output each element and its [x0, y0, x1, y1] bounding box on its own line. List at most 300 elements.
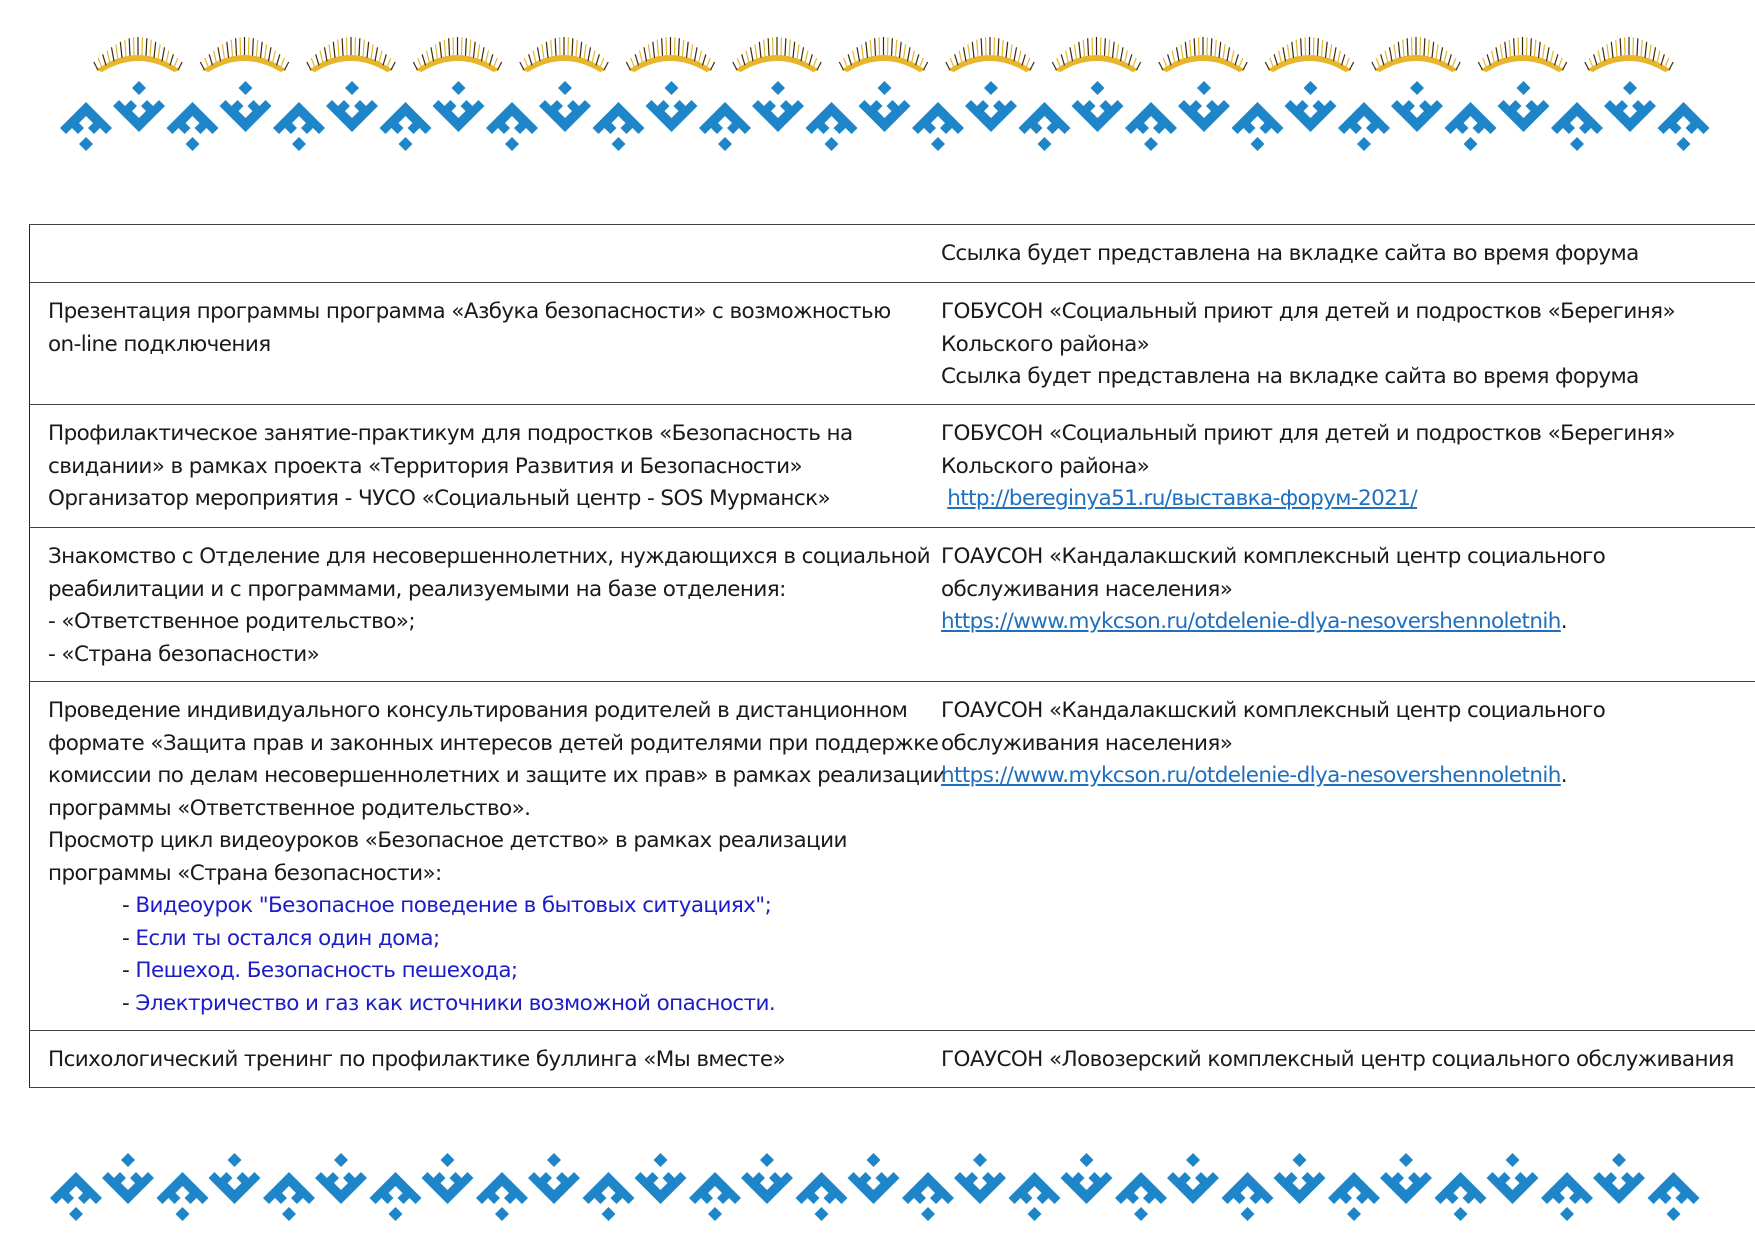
crown-bristle — [875, 38, 876, 56]
crown-bristle — [1052, 62, 1056, 70]
ornament-v-motif — [528, 1153, 580, 1204]
ornament-roof — [1232, 102, 1284, 134]
crown-bristle — [1239, 58, 1243, 68]
crown-bristle — [449, 38, 450, 56]
ornament-up-motif — [689, 1172, 741, 1221]
ornament-diamond — [1251, 137, 1265, 151]
crown-bristle — [809, 54, 812, 65]
crown-bristle — [236, 38, 237, 56]
crown-bristle — [588, 47, 591, 61]
ornament-diamond — [186, 137, 200, 151]
ornament-diamond — [1410, 81, 1424, 95]
ornament-v-motif — [1380, 1153, 1432, 1204]
crown-bristle — [422, 54, 425, 65]
crown-icon — [520, 37, 608, 72]
crown-bristle — [1589, 58, 1593, 68]
crown-bristle — [1551, 51, 1554, 64]
organizer-name: ГОАУСОН «Ловозерский комплексный центр социального обслуживания — [941, 1047, 1734, 1072]
crown-bristle — [150, 40, 151, 57]
crown-bristle — [1500, 44, 1502, 59]
crown-bristle — [1061, 54, 1064, 65]
crown-bristle — [1030, 62, 1034, 70]
crown-bristle — [1137, 62, 1141, 70]
organizer-cell — [921, 225, 1755, 283]
ornament-v-motif — [539, 81, 591, 132]
crown-bristle — [98, 58, 102, 68]
ornament-diamond — [1506, 1153, 1520, 1167]
crown-bristle — [490, 54, 493, 65]
crown-bristle — [1105, 38, 1106, 56]
crown-bristle — [338, 40, 339, 57]
table-row — [30, 283, 1755, 405]
video-lesson-title[interactable]: Видеоурок "Безопасное поведение в бытовых ситуациях"; — [135, 893, 772, 918]
ornament-cup — [220, 100, 272, 132]
crown-bristle — [111, 47, 114, 61]
crown-bristle — [418, 58, 422, 68]
crown-bristle — [214, 51, 217, 64]
bereginya-link[interactable]: http://bereginya51.ru/выставка-форум-2021/ — [947, 486, 1418, 511]
video-lesson-list — [48, 890, 903, 1020]
crown-bristle — [1385, 51, 1388, 64]
crown-bristle — [1585, 62, 1589, 70]
crown-bristle — [478, 44, 480, 59]
table-row — [30, 682, 1755, 1031]
crown-bristle — [853, 51, 856, 64]
crown-bristle — [1163, 58, 1167, 68]
ornament-diamond — [1186, 1153, 1200, 1167]
organizer-name: ГОБУСОН «Социальный приют для детей и подростков «Берегиня» — [941, 299, 1676, 324]
ornament-diamond — [1028, 1207, 1042, 1221]
crown-bristle — [600, 58, 604, 68]
event-text: программы «Страна безопасности»: — [48, 860, 442, 886]
crown-bristle — [1109, 40, 1110, 57]
crown-bristle — [1665, 58, 1669, 68]
ornament-roof — [1551, 102, 1603, 134]
crown-bristle — [1372, 62, 1376, 70]
crown-bristle — [1330, 44, 1332, 59]
ornament-v-motif — [315, 1153, 367, 1204]
crown-bristle — [154, 42, 156, 58]
crown-bristle — [200, 62, 204, 70]
ornament-diamond — [1347, 1207, 1361, 1221]
ornament-cup — [209, 1172, 261, 1204]
crown-bristle — [222, 44, 224, 59]
crown-icon — [94, 37, 182, 72]
ornament-diamond — [867, 1153, 881, 1167]
crown-bristle — [1018, 51, 1021, 64]
ornament-cup — [741, 1172, 793, 1204]
ornament-diamond — [69, 1207, 83, 1221]
crown-bristle — [963, 47, 966, 61]
crown-bristle — [1389, 47, 1392, 61]
crown-bristle — [592, 51, 595, 64]
crown-icon — [413, 37, 501, 72]
ornament-diamond — [389, 1207, 403, 1221]
crown-bristle — [1547, 47, 1550, 61]
crown-bristle — [231, 40, 232, 57]
crown-bristle — [158, 44, 160, 59]
event-text: свидании» в рамках проекта «Территория Развития и Безопасности» — [48, 453, 803, 479]
event-text: on-line подключения — [48, 331, 271, 357]
crown-bristle — [1066, 51, 1069, 64]
event-text: комиссии по делам несовершеннолетних и защите их прав» в рамках реализации — [48, 763, 947, 788]
ornament-v-motif — [422, 1153, 474, 1204]
crown-bristle — [273, 51, 276, 64]
crown-bristle — [1436, 44, 1438, 59]
ornament-diamond — [825, 137, 839, 151]
ornament-diamond — [79, 137, 93, 151]
crown-bristle — [261, 42, 263, 58]
crown-bristle — [537, 47, 540, 61]
crown-bristle — [584, 44, 586, 59]
crown-bristle — [946, 62, 950, 70]
video-lesson-item[interactable] — [48, 890, 903, 923]
crown-bristle — [474, 42, 476, 58]
list-dash: - — [122, 925, 136, 951]
ornament-cup — [859, 100, 911, 132]
crown-bristle — [413, 62, 417, 70]
ornament-cup — [102, 1172, 154, 1204]
bottom-ornament-border — [0, 1138, 1755, 1238]
ornament-cup — [752, 100, 804, 132]
crown-bristle — [1010, 44, 1012, 59]
mykcson-link[interactable]: https://www.mykcson.ru/otdelenie-dlya-nesovershennoletnih — [941, 763, 1561, 788]
crown-bristle — [444, 40, 445, 57]
crown-bristle — [1322, 40, 1323, 57]
organizer-name: обслуживания населения» — [941, 576, 1233, 602]
crown-bristle — [520, 62, 524, 70]
crown-bristle — [892, 38, 893, 56]
crown-bristle — [580, 42, 582, 58]
organizer-cell — [921, 528, 1755, 682]
crown-bristle — [1661, 54, 1664, 65]
link-line — [941, 606, 1755, 639]
ornament-roof — [689, 1172, 741, 1204]
ornament-v-motif — [635, 1153, 687, 1204]
crown-bristle — [1079, 42, 1081, 58]
crown-icon — [839, 37, 927, 72]
crown-icon — [1478, 37, 1566, 72]
crown-bristle — [285, 62, 289, 70]
crown-bristle — [981, 38, 982, 56]
crown-bristle — [1292, 42, 1294, 58]
crown-bristle — [1006, 42, 1008, 58]
event-cell — [30, 528, 930, 682]
crown-bristle — [1559, 58, 1563, 68]
crown-bristle — [1653, 47, 1656, 61]
crown-bristle — [861, 44, 863, 59]
crown-bristle — [657, 40, 658, 57]
crown-bristle — [466, 38, 467, 56]
crown-bristle — [546, 42, 548, 58]
crown-bristle — [277, 54, 280, 65]
table-row — [30, 405, 1755, 528]
video-lesson-item[interactable] — [48, 988, 903, 1021]
crown-bristle — [170, 54, 173, 65]
ornament-v-motif — [220, 81, 272, 132]
crown-bristle — [955, 54, 958, 65]
ornament-roof — [370, 1172, 422, 1204]
crown-icon — [626, 37, 714, 72]
ornament-cup — [635, 1172, 687, 1204]
ornament-diamond — [505, 137, 519, 151]
crown-bristle — [498, 62, 502, 70]
ornament-v-motif — [1391, 81, 1443, 132]
crown-bristle — [1649, 44, 1651, 59]
crown-bristle — [470, 40, 471, 57]
event-text: Организатор мероприятия - ЧУСО «Социальный центр - SOS Мурманск» — [48, 486, 831, 511]
crown-bristle — [1563, 62, 1567, 70]
ornament-diamond — [771, 81, 785, 95]
event-text: Просмотр цикл видеоуроков «Безопасное детство» в рамках реализации — [48, 828, 847, 853]
crown-bristle — [205, 58, 209, 68]
pattern-icon — [0, 1138, 1755, 1238]
crown-bristle — [333, 42, 335, 58]
crown-bristle — [703, 54, 706, 65]
crown-bristle — [1555, 54, 1558, 65]
crown-bristle — [307, 62, 311, 70]
crown-bristle — [1492, 51, 1495, 64]
ornament-roof — [796, 1172, 848, 1204]
ornament-cup — [433, 100, 485, 132]
crown-bristle — [968, 44, 970, 59]
ornament-up-motif — [1115, 1172, 1167, 1221]
link-note: Ссылка будет представлена на вкладке сайта во время форума — [941, 241, 1639, 266]
crown-bristle — [679, 38, 680, 56]
crown-bristle — [1543, 44, 1545, 59]
ornament-cup — [1178, 100, 1230, 132]
crown-bristle — [653, 42, 655, 58]
ornament-up-motif — [370, 1172, 422, 1221]
crown-bristle — [1531, 38, 1532, 56]
crown-bristle — [813, 58, 817, 68]
crown-bristle — [342, 38, 343, 56]
crown-bristle — [687, 42, 689, 58]
crown-bristle — [166, 51, 169, 64]
link-suffix: . — [1560, 763, 1568, 788]
ornament-v-motif — [1487, 1153, 1539, 1204]
ornament-diamond — [1464, 137, 1478, 151]
ornament-roof — [1019, 102, 1071, 134]
crown-bristle — [253, 38, 254, 56]
ornament-cup — [1167, 1172, 1219, 1204]
crown-bristle — [1274, 54, 1277, 65]
crown-bristle — [857, 47, 860, 61]
crown-bristle — [486, 51, 489, 64]
crown-bristle — [371, 44, 373, 59]
ornament-up-motif — [1658, 102, 1710, 151]
event-text: Презентация программы программа «Азбука безопасности» с возможностью — [48, 299, 891, 324]
crown-bristle — [1026, 58, 1030, 68]
ornament-diamond — [558, 81, 572, 95]
crown-bristle — [533, 51, 536, 64]
ornament-cup — [1061, 1172, 1113, 1204]
ornament-diamond — [760, 1153, 774, 1167]
ornament-roof — [486, 102, 538, 134]
ornament-roof — [476, 1172, 528, 1204]
crown-bristle — [1231, 51, 1234, 64]
crown-bristle — [1350, 62, 1354, 70]
crown-icon — [946, 37, 1034, 72]
ornament-diamond — [612, 137, 626, 151]
crown-bristle — [1121, 47, 1124, 61]
list-dash: - — [122, 958, 136, 983]
crown-bristle — [174, 58, 178, 68]
ornament-up-motif — [796, 1172, 848, 1221]
ornament-roof — [1125, 102, 1177, 134]
ornament-roof — [1541, 1172, 1593, 1204]
ornament-up-motif — [1019, 102, 1071, 151]
ornament-diamond — [1197, 81, 1211, 95]
crown-bristle — [789, 40, 790, 57]
crown-bristle — [316, 54, 319, 65]
crown-bristle — [755, 44, 757, 59]
crown-bristle — [1168, 54, 1171, 65]
crown-bristle — [759, 42, 761, 58]
crown-bristle — [391, 62, 395, 70]
ornament-diamond — [1144, 137, 1158, 151]
event-text: Знакомство с Отделение для несовершеннолетних, нуждающихся в социальной — [48, 544, 930, 569]
ornament-up-motif — [1648, 1172, 1700, 1221]
crown-bristle — [387, 58, 391, 68]
crown-bristle — [848, 54, 851, 65]
ornament-v-motif — [113, 81, 165, 132]
ornament-up-motif — [1328, 1172, 1380, 1221]
video-lesson-title[interactable]: Пешеход. Безопасность пешехода; — [135, 958, 518, 983]
crown-pattern-icon — [0, 18, 1755, 158]
ornament-up-motif — [1541, 1172, 1593, 1221]
event-cell — [30, 405, 922, 528]
crown-bristle — [1669, 62, 1673, 70]
crown-bristle — [793, 42, 795, 58]
crown-bristle — [1514, 38, 1515, 56]
ornament-up-motif — [1338, 102, 1390, 151]
ornament-v-motif — [954, 1153, 1006, 1204]
ornament-diamond — [1677, 137, 1691, 151]
ornament-roof — [912, 102, 964, 134]
crown-bristle — [281, 58, 285, 68]
crown-bristle — [1287, 44, 1289, 59]
top-ornament-border — [0, 18, 1755, 158]
crown-bristle — [1381, 54, 1384, 65]
ornament-roof — [1338, 102, 1390, 134]
crown-bristle — [977, 40, 978, 57]
ornament-cup — [965, 100, 1017, 132]
crown-bristle — [1505, 42, 1507, 58]
video-lesson-title[interactable]: Если ты остался один дома; — [135, 925, 440, 951]
crown-bristle — [839, 62, 843, 70]
event-text: формате «Защита прав и законных интересов детей родителями при поддержке — [48, 730, 939, 756]
crown-bristle — [576, 40, 577, 57]
crown-bristle — [924, 62, 928, 70]
crown-bristle — [920, 58, 924, 68]
ornament-roof — [167, 102, 219, 134]
crown-bristle — [707, 58, 711, 68]
crown-bristle — [699, 51, 702, 64]
crown-bristle — [440, 42, 442, 58]
crown-bristle — [1478, 62, 1482, 70]
crown-bristle — [1133, 58, 1137, 68]
crown-bristle — [1283, 47, 1286, 61]
ornament-up-motif — [912, 102, 964, 151]
crown-bristle — [1452, 58, 1456, 68]
ornament-diamond — [718, 137, 732, 151]
organizer-cell — [921, 405, 1755, 528]
crown-bristle — [870, 40, 871, 57]
crown-bristle — [1444, 51, 1447, 64]
video-lesson-item[interactable] — [48, 955, 903, 988]
crown-bristle — [1176, 47, 1179, 61]
crown-bristle — [604, 62, 608, 70]
crown-bristle — [1129, 54, 1132, 65]
ornament-diamond — [1399, 1153, 1413, 1167]
crown-bristle — [320, 51, 323, 64]
crown-bristle — [269, 47, 272, 61]
ornament-cup — [539, 100, 591, 132]
crown-bristle — [1301, 38, 1302, 56]
ornament-cup — [1593, 1172, 1645, 1204]
ornament-diamond — [1091, 81, 1105, 95]
ornament-v-motif — [433, 81, 485, 132]
ornament-diamond — [228, 1153, 242, 1167]
crown-bristle — [866, 42, 868, 58]
ornament-cup — [528, 1172, 580, 1204]
organizer-name: ГОАУСОН «Кандалакшский комплексный центр социального — [941, 544, 1606, 569]
crown-bristle — [107, 51, 110, 64]
crown-bristle — [1057, 58, 1061, 68]
crown-bristle — [1539, 42, 1541, 58]
crown-bristle — [916, 54, 919, 65]
crown-bristle — [1403, 40, 1404, 57]
ornament-diamond — [1357, 137, 1371, 151]
ornament-up-motif — [699, 102, 751, 151]
crown-bristle — [1235, 54, 1238, 65]
table-row — [30, 528, 1755, 682]
video-lesson-title[interactable]: Электричество и газ как источники возможной опасности. — [135, 990, 776, 1016]
crown-bristle — [844, 58, 848, 68]
crown-bristle — [1074, 44, 1076, 59]
crown-bristle — [644, 47, 647, 61]
crown-bristle — [572, 38, 573, 56]
crown-bristle — [900, 42, 902, 58]
ornament-v-motif — [859, 81, 911, 132]
crown-bristle — [383, 54, 386, 65]
crown-bristle — [817, 62, 821, 70]
crown-bristle — [1014, 47, 1017, 61]
ornament-up-motif — [60, 102, 112, 151]
crown-bristle — [1243, 62, 1247, 70]
crown-bristle — [972, 42, 974, 58]
ornament-cup — [1498, 100, 1550, 132]
video-lesson-item[interactable] — [48, 923, 903, 956]
ornament-diamond — [399, 137, 413, 151]
ornament-roof — [1328, 1172, 1380, 1204]
ornament-up-motif — [1551, 102, 1603, 151]
crown-bristle — [746, 51, 749, 64]
crown-bristle — [1496, 47, 1499, 61]
ornament-cup — [954, 1172, 1006, 1204]
crown-bristle — [542, 44, 544, 59]
organizer-cell — [921, 682, 1755, 1031]
crown-bristle — [1159, 62, 1163, 70]
crown-bristle — [494, 58, 498, 68]
crown-bristle — [129, 38, 130, 56]
crown-bristle — [1211, 38, 1212, 56]
crown-bristle — [1326, 42, 1328, 58]
ornament-up-motif — [1435, 1172, 1487, 1221]
crown-bristle — [1394, 44, 1396, 59]
mykcson-link[interactable]: https://www.mykcson.ru/otdelenie-dlya-nesovershennoletnih — [941, 609, 1561, 634]
